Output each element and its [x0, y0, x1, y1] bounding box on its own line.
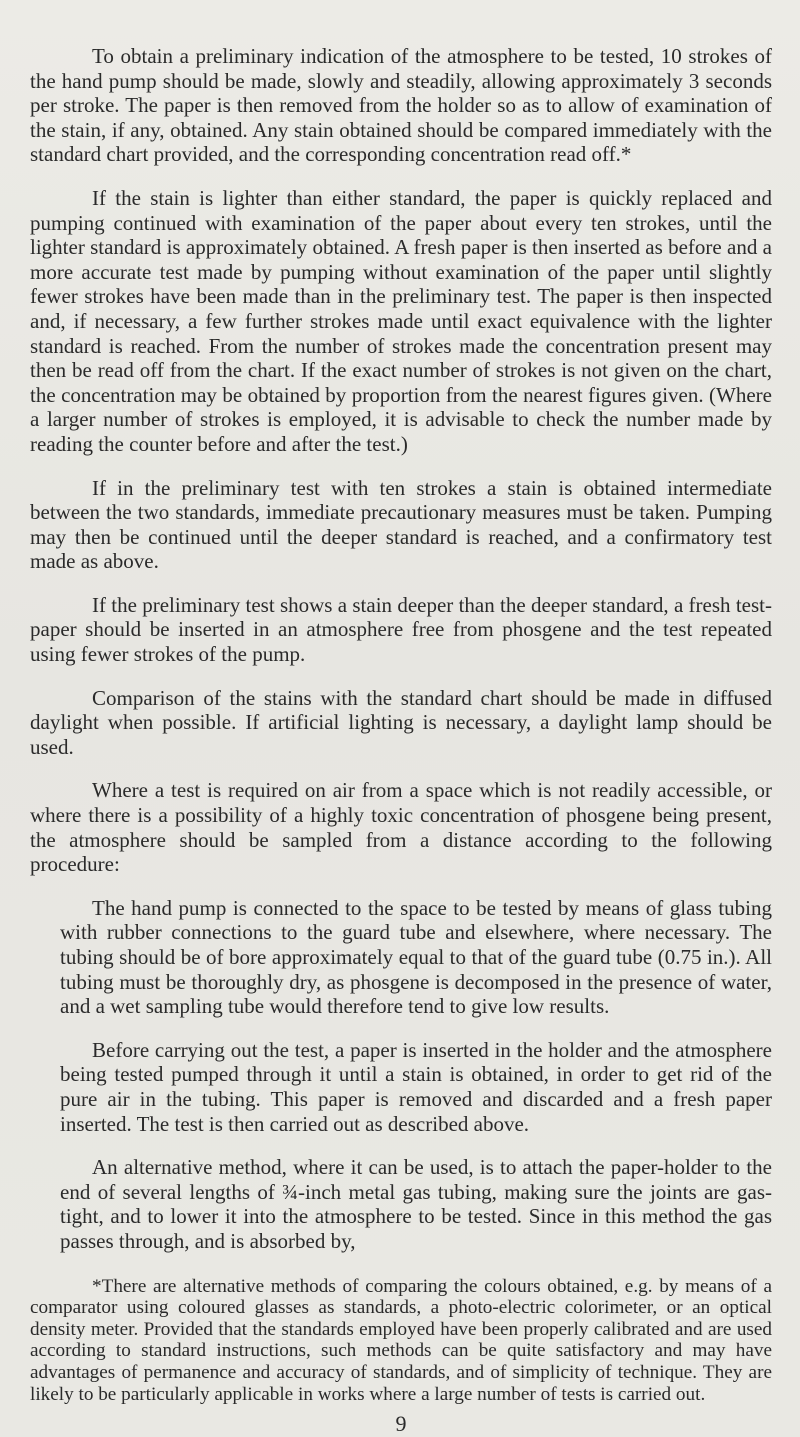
paragraph-remote-sampling: Where a test is required on air from a space which is not readily accessible, or where there is a possibility of a highly toxic concentration of phosgene being present, the atmosphere should be sampled from a distance according to the following procedure:	[30, 778, 772, 877]
page-number: 9	[395, 1411, 407, 1437]
paragraph-deeper-stain: If the preliminary test shows a stain deeper than the deeper standard, a fresh test-paper should be inserted in an atmosphere free from phosgene and the test repeated using fewer strokes of the pump.	[30, 592, 772, 667]
procedure-alternative-method: An alternative method, where it can be used, is to attach the paper-holder to the end of several lengths of ¾-inch metal gas tubing, making sure the joints are gas-tight, and to lower it into the atmosphere to be tested. Since in this method the gas passes through, and is absorbed by,	[60, 1155, 772, 1253]
paragraph-preliminary-indication: To obtain a preliminary indication of the atmosphere to be tested, 10 strokes of the hand pump should be made, slowly and steadily, allowing approximately 3 seconds per stroke. The paper is then removed from the holder so as to allow of examination of the stain, if any, obtained. Any stain obtained should be compared immediately with the standard chart provided, and the corresponding concentration read off.*	[30, 44, 772, 167]
procedure-purge-tubing: Before carrying out the test, a paper is inserted in the holder and the atmosphere being tested pumped through it until a stain is obtained, in order to get rid of the pure air in the tubing. This paper is removed and discarded and a fresh paper inserted. The test is then carried out as described above.	[60, 1037, 772, 1136]
paragraph-lighter-stain: If the stain is lighter than either standard, the paper is quickly replaced and pumping continued with examination of the paper about every ten strokes, until the lighter standard is approximately obtained. A fresh paper is then inserted as before and a more accurate test made by pumping without examination of the paper until slightly fewer strokes have been made than in the preliminary test. The paper is then inspected and, if necessary, a few further strokes made until exact equivalence with the lighter standard is reached. From the number of strokes made the concentration present may then be read off from the chart. If the exact number of strokes is not given on the chart, the concentration may be obtained by proportion from the nearest figures given. (Where a larger number of strokes is employed, it is advisable to check the number made by reading the counter before and after the test.)	[30, 185, 772, 456]
paragraph-intermediate-stain: If in the preliminary test with ten strokes a stain is obtained intermediate between the two standards, immediate precautionary measures must be taken. Pumping may then be continued until the deeper standard is reached, and a confirmatory test made as above.	[30, 475, 772, 574]
procedure-hand-pump-tubing: The hand pump is connected to the space to be tested by means of glass tubing with rubber connections to the guard tube and elsewhere, where necessary. The tubing should be of bore approximately equal to that of the guard tube (0.75 in.). All tubing must be thoroughly dry, as phosgene is decomposed in the presence of water, and a wet sampling tube would therefore tend to give low results.	[60, 895, 772, 1019]
footnote: *There are alternative methods of comparing the colours obtained, e.g. by means of a comparator using coloured glasses as standards, a photo-electric colorimeter, or an optical density meter. Provided that the standards employed have been properly calibrated and are used according to standard instructions, such methods can be quite satisfactory and may have advantages of permanence and accuracy of standards, and of simplicity of technique. They are likely to be particularly applicable in works where a large number of tests is carried out.	[30, 1275, 772, 1405]
paragraph-comparison-lighting: Comparison of the stains with the standard chart should be made in diffused daylight when possible. If artificial lighting is necessary, a daylight lamp should be used.	[30, 685, 772, 759]
